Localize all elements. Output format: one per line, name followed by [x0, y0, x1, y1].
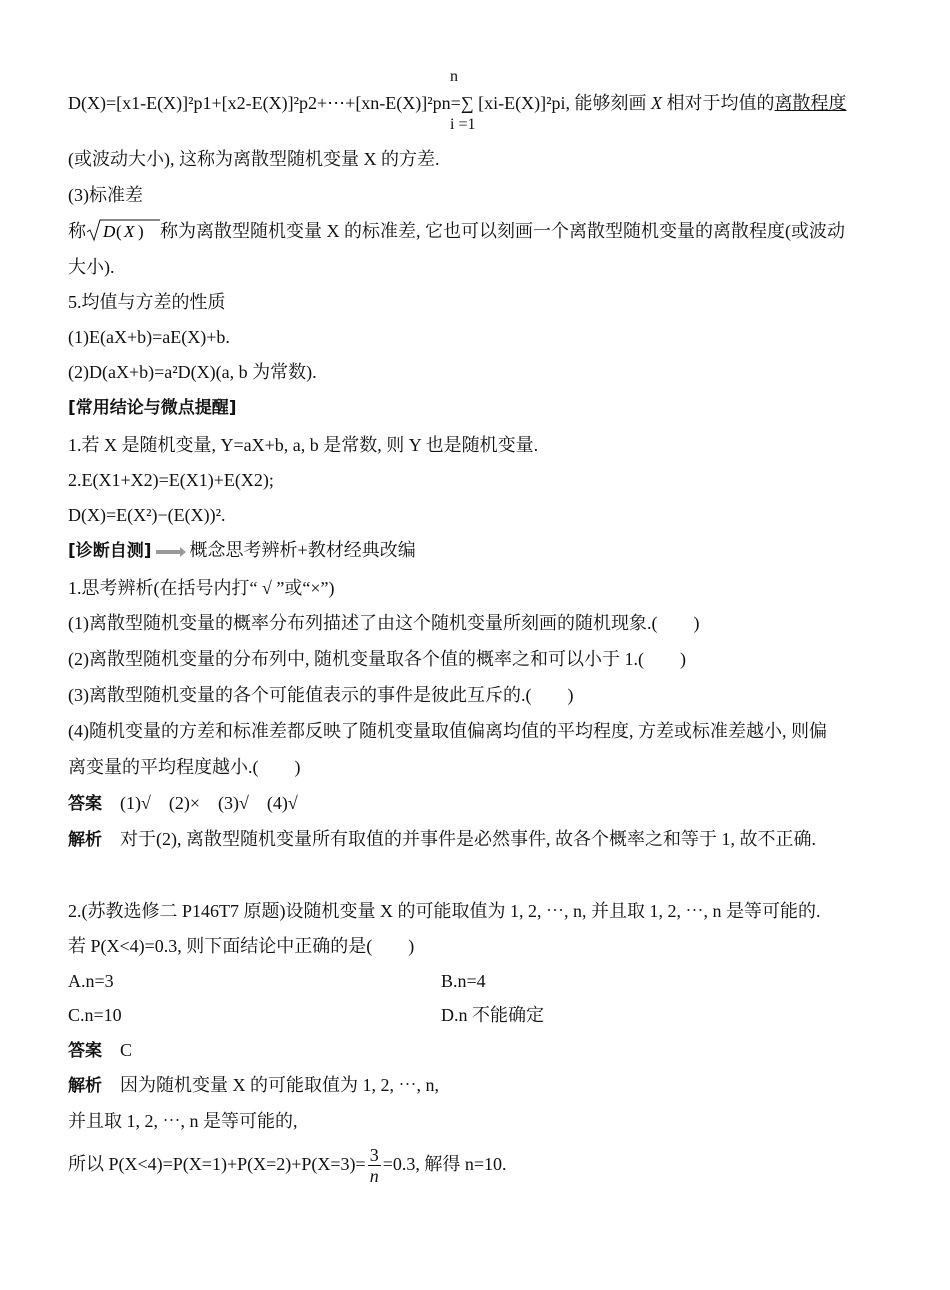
variance-definition: (或波动大小), 这称为离散型随机变量 X 的方差. [68, 149, 440, 169]
q2-answer [68, 1037, 132, 1064]
arrow-right-icon [156, 547, 186, 557]
q2-analysis-3: 所以 P(X<4)=P(X=1)+P(X=2)+P(X=3)= $\frac{3}{n}$ =0.3, 解得 n=10. [68, 1145, 507, 1187]
q2-stem: 2.(苏教选修二 P146T7 原题)设随机变量 X 的可能取值为 1, 2, ⋯, n, 并且取 1, 2, ⋯, n 是等可能的. [68, 901, 821, 921]
q2-stem-cont: 若 P(X<4)=0.3, 则下面结论中正确的是( ) [68, 936, 415, 956]
answer-label: 答案 [68, 794, 102, 814]
svg-text:): ) [138, 222, 144, 241]
q2-option-a: A.n=3 [68, 971, 114, 991]
sum-lower-limit: i =1 [450, 116, 476, 133]
conclusion-1: 1.若 X 是随机变量, Y=aX+b, a, b 是常数, 则 Y 也是随机变量. [68, 435, 539, 455]
conclusions-heading: [常用结论与微点提醒] [68, 398, 237, 418]
q1-statement-4: (4)随机变量的方差和标准差都反映了随机变量取值偏离均值的平均程度, 方差或标准差越小, 则偏 [68, 721, 827, 741]
fraction: $\frac{3}{n}$ [369, 1145, 379, 1187]
q2-option-b: B.n=4 [441, 971, 486, 991]
q1-analysis [68, 826, 816, 853]
q1-answer [68, 790, 298, 817]
svg-text:(: ( [116, 222, 122, 241]
q1-statement-1: (1)离散型随机变量的概率分布列描述了由这个随机变量所刻画的随机现象.( ) [68, 613, 700, 633]
q2-option-d: D.n 不能确定 [441, 1005, 544, 1025]
diag-header [68, 537, 416, 564]
variance-formula-main: D(X)=[x1-E(X)]²p1+[x2-E(X)]²p2+⋯+[xn-E(X)]²pn=∑ [xi-E(X)]²pi [68, 93, 566, 113]
analysis-text: 对于(2), 离散型随机变量所有取值的并事件是必然事件, 故各个概率之和等于 1, 故不正确. [120, 829, 816, 849]
q1-title: 1.思考辨析(在括号内打“ √ ”或“×”) [68, 578, 335, 598]
conclusion-3: D(X)=E(X²)−(E(X))². [68, 505, 226, 525]
std-definition: 称 D ( X ) 称为离散型随机变量 X 的标准差, 它也可以刻画一个离散型随机变量的离散程度(或波动 [68, 218, 845, 244]
prop-mean: (1)E(aX+b)=aE(X)+b. [68, 327, 230, 347]
prop-variance: (2)D(aX+b)=a²D(X)(a, b 为常数). [68, 362, 317, 382]
answer-value: (1)√ (2)× (3)√ (4)√ [120, 793, 298, 813]
q1-statement-3: (3)离散型随机变量的各个可能值表示的事件是彼此互斥的.( ) [68, 685, 574, 705]
conclusion-2: 2.E(X1+X2)=E(X1)+E(X2); [68, 470, 274, 490]
svg-text:D: D [103, 222, 116, 241]
q1-statement-2: (2)离散型随机变量的分布列中, 随机变量取各个值的概率之和可以小于 1.( ) [68, 649, 686, 669]
svg-text:X: X [124, 222, 135, 241]
variance-formula: D(X)=[x1-E(X)]²p1+[x2-E(X)]²p2+⋯+[xn-E(X)]²pn=∑ [xi-E(X)]²pi, 能够刻画 X 相对于均值的离散程度 [68, 93, 847, 113]
q2-analysis-2: 并且取 1, 2, ⋯, n 是等可能的, [68, 1111, 298, 1131]
q2-analysis-1: 解析 因为随机变量 X 的可能取值为 1, 2, ⋯, n, [68, 1075, 439, 1096]
sum-upper-limit: n [450, 68, 458, 85]
q1-statement-4-cont: 离变量的平均程度越小.( ) [68, 757, 301, 777]
std-heading: (3)标准差 [68, 185, 143, 205]
diag-heading: [诊断自测] [68, 541, 152, 561]
analysis-label: 解析 [68, 1076, 102, 1096]
q2-option-c: C.n=10 [68, 1005, 122, 1025]
root-sign-icon [86, 218, 160, 242]
diag-subheading: 概念思考辨析+教材经典改编 [189, 540, 416, 560]
answer-value: C [120, 1040, 133, 1060]
props-heading: 5.均值与方差的性质 [68, 292, 226, 312]
answer-label: 答案 [68, 1041, 102, 1061]
std-definition-cont: 大小). [68, 257, 115, 277]
analysis-label: 解析 [68, 830, 102, 850]
